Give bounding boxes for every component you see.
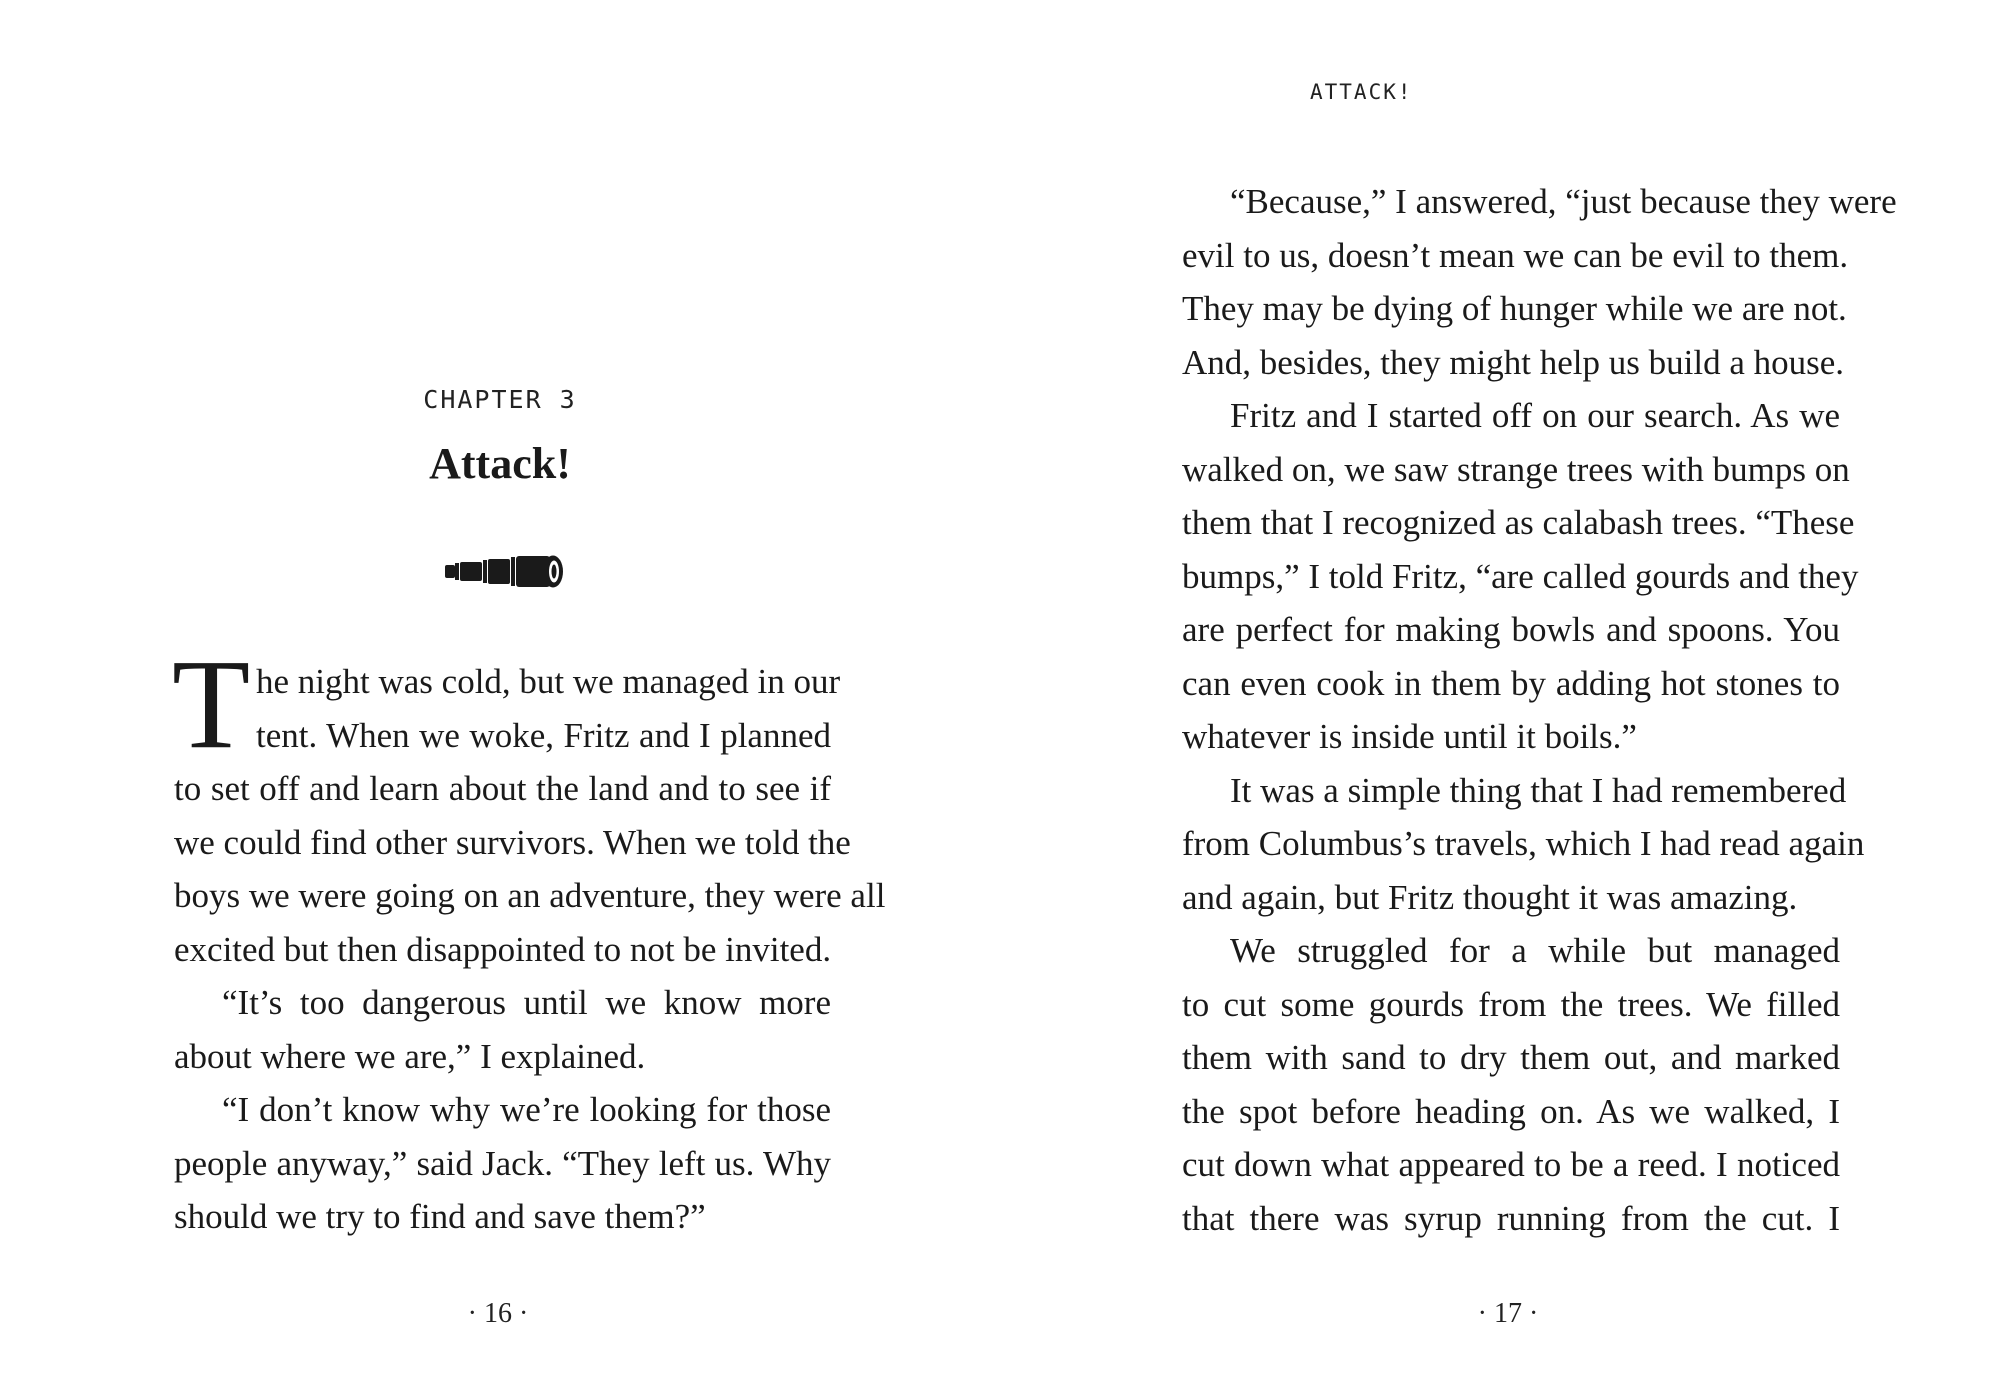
text-line: the spot before heading on. As we walked, I (1182, 1091, 1840, 1131)
text-line: he night was cold, but we managed in our (256, 662, 841, 701)
chapter-label: CHAPTER 3 (423, 385, 577, 414)
text-line: can even cook in them by adding hot stones to (1182, 663, 1840, 703)
page-number: · 16 · (467, 1298, 529, 1329)
text-line: walked on, we saw strange trees with bumps on (1182, 449, 1850, 489)
left-body-text (174, 655, 886, 1244)
text-line: “It’s too dangerous until we know more (222, 983, 831, 1022)
text-line: bumps,” I told Fritz, “are called gourds and they (1182, 556, 1859, 596)
text-line: people anyway,” said Jack. “They left us. Why (174, 1143, 831, 1183)
text-line: evil to us, doesn’t mean we can be evil to them. (1182, 235, 1849, 275)
text-line: It was a simple thing that I had remembered (1230, 770, 1847, 810)
text-line: excited but then disappointed to not be invited. (174, 929, 832, 969)
text-line: And, besides, they might help us build a house. (1182, 342, 1845, 382)
page-number: · 17 · (1477, 1298, 1539, 1329)
text-line: are perfect for making bowls and spoons. You (1182, 610, 1840, 649)
text-line: them with sand to dry them out, and marked (1182, 1038, 1840, 1077)
text-line: They may be dying of hunger while we are not. (1182, 289, 1847, 328)
text-line: “I don’t know why we’re looking for those (222, 1090, 831, 1129)
drop-cap: T (172, 633, 251, 775)
chapter-title: Attack! (429, 439, 571, 488)
text-line: cut down what appeared to be a reed. I noticed (1182, 1145, 1840, 1184)
text-line: should we try to find and save them?” (174, 1197, 706, 1236)
text-line: to set off and learn about the land and to see if (174, 769, 831, 808)
text-line: to cut some gourds from the trees. We filled (1182, 984, 1840, 1024)
text-line: “Because,” I answered, “just because they were (1230, 182, 1897, 221)
text-line: about where we are,” I explained. (174, 1036, 646, 1076)
text-line: that there was syrup running from the cut. I (1182, 1198, 1840, 1238)
text-line: from Columbus’s travels, which I had read again (1182, 824, 1865, 863)
text-line: whatever is inside until it boils.” (1182, 717, 1637, 756)
text-line: them that I recognized as calabash trees. “These (1182, 503, 1855, 542)
text-line: We struggled for a while but managed (1230, 931, 1840, 970)
running-head: ATTACK! (1310, 80, 1413, 104)
text-line: and again, but Fritz thought it was amazing. (1182, 877, 1798, 917)
text-line: Fritz and I started off on our search. As we (1230, 396, 1840, 435)
text-line: tent. When we woke, Fritz and I planned (256, 715, 831, 755)
right-body-text (1182, 175, 1897, 1245)
right-page (1000, 0, 2000, 1394)
spyglass-icon (443, 552, 567, 590)
text-line: boys we were going on an adventure, they were all (174, 876, 886, 915)
text-line: we could find other survivors. When we told the (174, 822, 851, 862)
